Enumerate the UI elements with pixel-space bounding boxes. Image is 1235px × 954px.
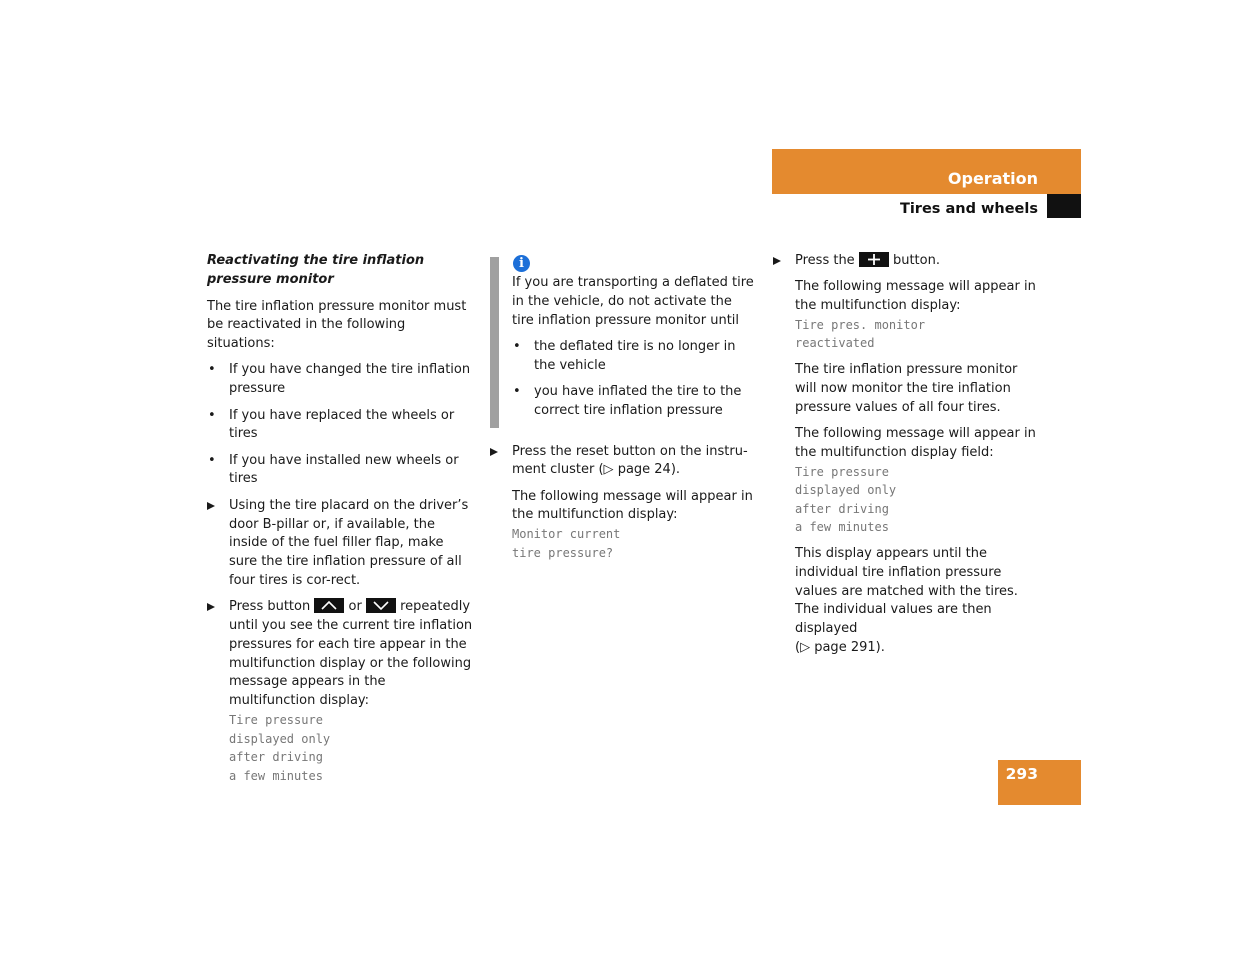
step-text-pre: Press the: [795, 253, 855, 268]
display-line: Monitor current: [512, 527, 621, 542]
bullet-icon: •: [208, 407, 216, 423]
display-message: [795, 463, 1038, 537]
body-text: This display appears until the individual tire inflation pressure values are matched with the tires. The individual values are then displayed: [795, 545, 1018, 637]
display-message: [795, 316, 1038, 353]
step-arrow-icon: [207, 502, 215, 510]
step-text-post: button.: [892, 253, 940, 268]
display-line: after driving: [795, 501, 889, 516]
section-heading: Reactivating the tire inflation pressure monitor: [207, 253, 425, 287]
step-arrow-icon: [207, 603, 215, 611]
bullet-icon: •: [513, 383, 521, 399]
arrow-down-button-icon: [366, 598, 396, 613]
list-item-text: you have inflated the tire to the correct tire inflation pressure: [534, 383, 742, 418]
step-item: [207, 497, 475, 591]
column-2: [490, 252, 755, 562]
step-text-post: repeatedly until you see the current tire inflation pressures for each tire appear in the multifunction display or the following message appears in the multifunction display:: [229, 599, 473, 709]
display-message: [229, 711, 475, 785]
list-item-text: the deflated tire is no longer in the vehicle: [534, 338, 736, 373]
body-paragraph: [795, 545, 1038, 658]
step-item: [207, 598, 475, 785]
step-text-pre: Press the reset button on the instru-ment cluster (: [512, 443, 748, 478]
step-arrow-icon: [490, 448, 498, 456]
column-3: [773, 252, 1038, 665]
display-line: Tire pres. monitor: [795, 317, 926, 332]
display-line: Tire pressure: [795, 464, 889, 479]
header-black-tab: [1047, 194, 1081, 218]
bullet-icon: •: [208, 452, 216, 468]
step-item: [773, 252, 1038, 271]
info-text: If you are transporting a deflated tire in the vehicle, do not activate the tire inflation pressure monitor until: [512, 275, 754, 328]
display-line: displayed only: [795, 483, 897, 498]
display-line: displayed only: [229, 731, 331, 746]
page-reference: page 24: [617, 462, 671, 478]
display-line: Tire pressure: [229, 713, 323, 728]
follow-block: [490, 488, 755, 563]
list-item-text: If you have installed new wheels or tires: [229, 452, 459, 487]
list-item-text: If you have replaced the wheels or tires: [229, 407, 455, 442]
step-text-pre: Press button: [229, 599, 311, 615]
follow-text: The following message will appear in the multifunction display:: [512, 488, 753, 523]
list-item: [207, 452, 475, 490]
display-line: reactivated: [795, 336, 875, 351]
display-line: a few minutes: [229, 768, 323, 783]
info-icon: i: [513, 255, 530, 272]
list-item: [207, 407, 475, 445]
subsection-title: Tires and wheels: [899, 201, 1038, 217]
list-item: [512, 383, 755, 421]
follow-block: [773, 278, 1038, 657]
body-paragraph: The tire inflation pressure monitor will now monitor the tire inflation pressure values of all four tires.: [795, 362, 1018, 415]
ref-close: ).: [875, 639, 885, 655]
page-ref-arrow-icon: ▷: [800, 639, 811, 655]
page-reference: page 291: [814, 639, 876, 655]
step-item: [490, 443, 755, 481]
page-number: 293: [1005, 765, 1038, 783]
step-text-or: or: [348, 599, 362, 615]
info-side-bar: [490, 257, 499, 428]
list-item: [512, 338, 755, 376]
bullet-icon: •: [208, 362, 216, 378]
bullet-icon: •: [513, 338, 521, 354]
ref-open: (: [795, 639, 801, 655]
section-title: Operation: [947, 169, 1038, 188]
display-line: tire pressure?: [512, 545, 614, 560]
intro-paragraph: The tire inflation pressure monitor must be reactivated in the following situations:: [207, 298, 467, 352]
arrow-up-button-icon: [314, 598, 344, 613]
list-item: [207, 361, 475, 399]
display-message: [512, 525, 755, 562]
column-1: [207, 252, 475, 793]
display-line: after driving: [229, 750, 323, 765]
page-ref-arrow-icon: ▷: [603, 462, 614, 478]
display-line: a few minutes: [795, 520, 889, 535]
step-arrow-icon: [773, 257, 781, 265]
plus-button-icon: [859, 252, 889, 267]
list-item-text: If you have changed the tire inflation pressure: [229, 362, 471, 397]
step-text-post: ).: [670, 462, 681, 478]
info-box: [490, 252, 755, 421]
follow-text: The following message will appear in the multifunction display:: [795, 279, 1036, 314]
step-text: Using the tire placard on the driver’s door B-pillar or, if available, the inside of the fuel filler flap, make sure the tire inflation pressure of all four tires is cor-rect.: [229, 497, 469, 588]
follow-text: The following message will appear in the multifunction display field:: [795, 425, 1036, 460]
